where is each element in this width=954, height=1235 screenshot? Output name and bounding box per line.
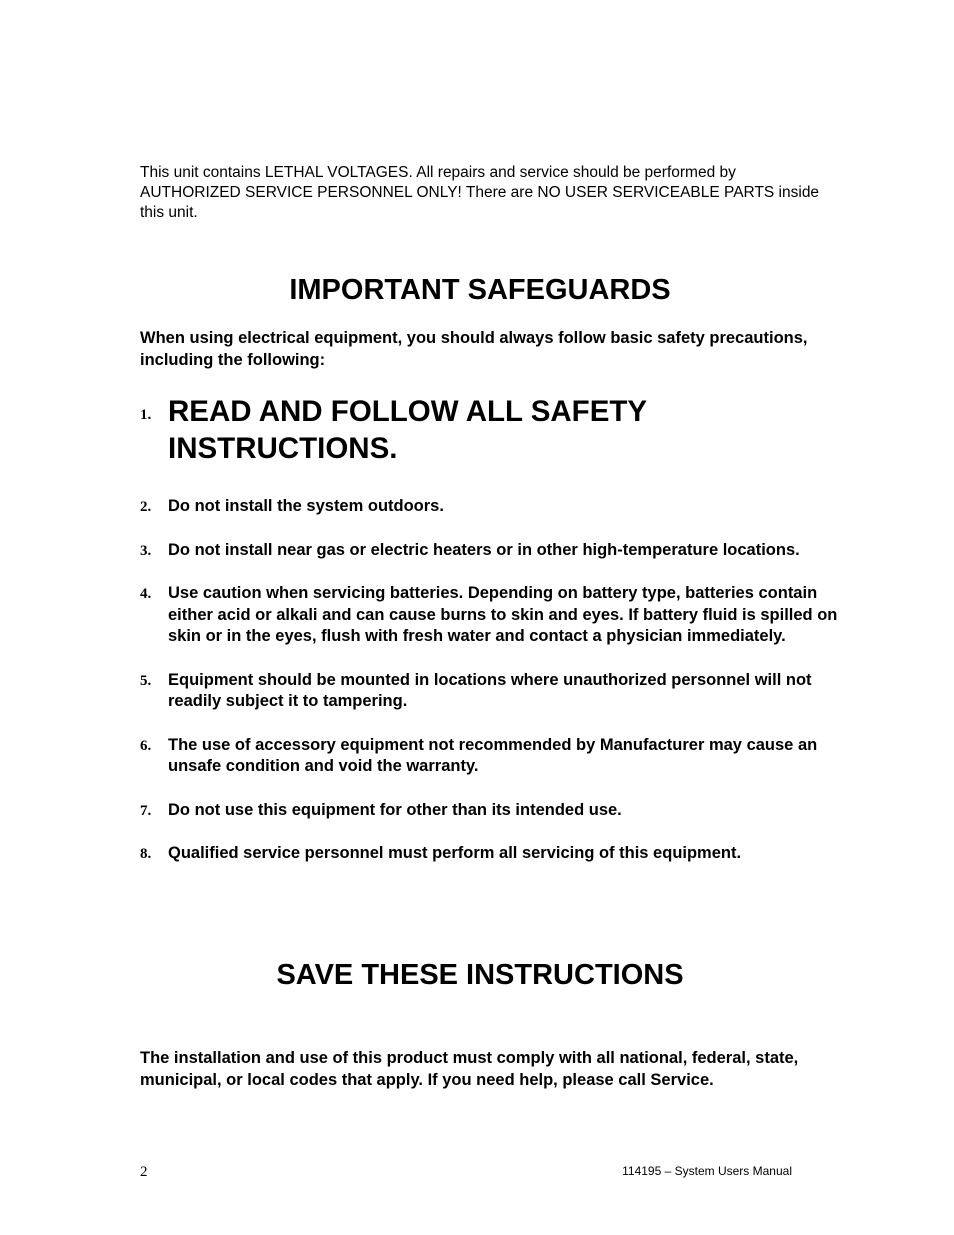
compliance-paragraph: The installation and use of this product must comply with all national, federal, state, municipal, or local codes that apply. If you need help, please call Service.	[140, 1049, 799, 1089]
list-item-number: 6.	[140, 737, 152, 754]
list-item	[140, 583, 840, 648]
list-item-text: Do not install near gas or electric heaters or in other high-temperature locations.	[168, 540, 800, 559]
list-item-number: 1.	[140, 407, 152, 423]
list-item-number: 5.	[140, 672, 152, 689]
list-item	[140, 670, 840, 713]
save-instructions-heading: SAVE THESE INSTRUCTIONS	[276, 959, 684, 991]
list-item-text: Equipment should be mounted in locations where unauthorized personnel will not readily subject it to tampering.	[168, 670, 812, 710]
list-item	[140, 496, 840, 518]
list-item-text: Do not install the system outdoors.	[168, 497, 444, 515]
list-item-number: 3.	[140, 542, 152, 559]
list-item-number: 2.	[140, 499, 152, 515]
lethal-voltage-warning: This unit contains LETHAL VOLTAGES. All repairs and service should be performed by AUTHORIZED SERVICE PERSONNEL ONLY! There are NO USER SERVICEABLE PARTS inside this unit.	[140, 164, 820, 221]
important-safeguards-heading: IMPORTANT SAFEGUARDS	[289, 274, 671, 306]
list-item-text: Use caution when servicing batteries. Depending on battery type, batteries contain either acid or alkali and can cause burns to skin and eyes. If battery fluid is spilled on skin or in the eyes, flush with fresh water and contact a physician immediately.	[168, 584, 838, 645]
list-item-number: 4.	[140, 586, 152, 602]
list-item-text: Do not use this equipment for other than its intended use.	[168, 800, 622, 819]
safety-intro-paragraph: When using electrical equipment, you should always follow basic safety precautions, including the following:	[140, 329, 808, 369]
footer-document-title: 114195 – System Users Manual	[622, 1164, 792, 1178]
list-item	[140, 800, 840, 822]
list-item-number: 8.	[140, 846, 152, 862]
page-number: 2	[140, 1164, 148, 1180]
list-item	[140, 735, 840, 778]
list-item	[140, 843, 840, 865]
list-item	[140, 393, 840, 467]
list-item	[140, 540, 840, 562]
list-item-number: 7.	[140, 802, 152, 819]
list-item-text: READ AND FOLLOW ALL SAFETY INSTRUCTIONS.	[168, 395, 647, 465]
safeguards-list	[140, 393, 840, 865]
list-item-text: Qualified service personnel must perform all servicing of this equipment.	[168, 844, 742, 862]
list-item-text: The use of accessory equipment not recommended by Manufacturer may cause an unsafe condition and void the warranty.	[168, 735, 818, 775]
